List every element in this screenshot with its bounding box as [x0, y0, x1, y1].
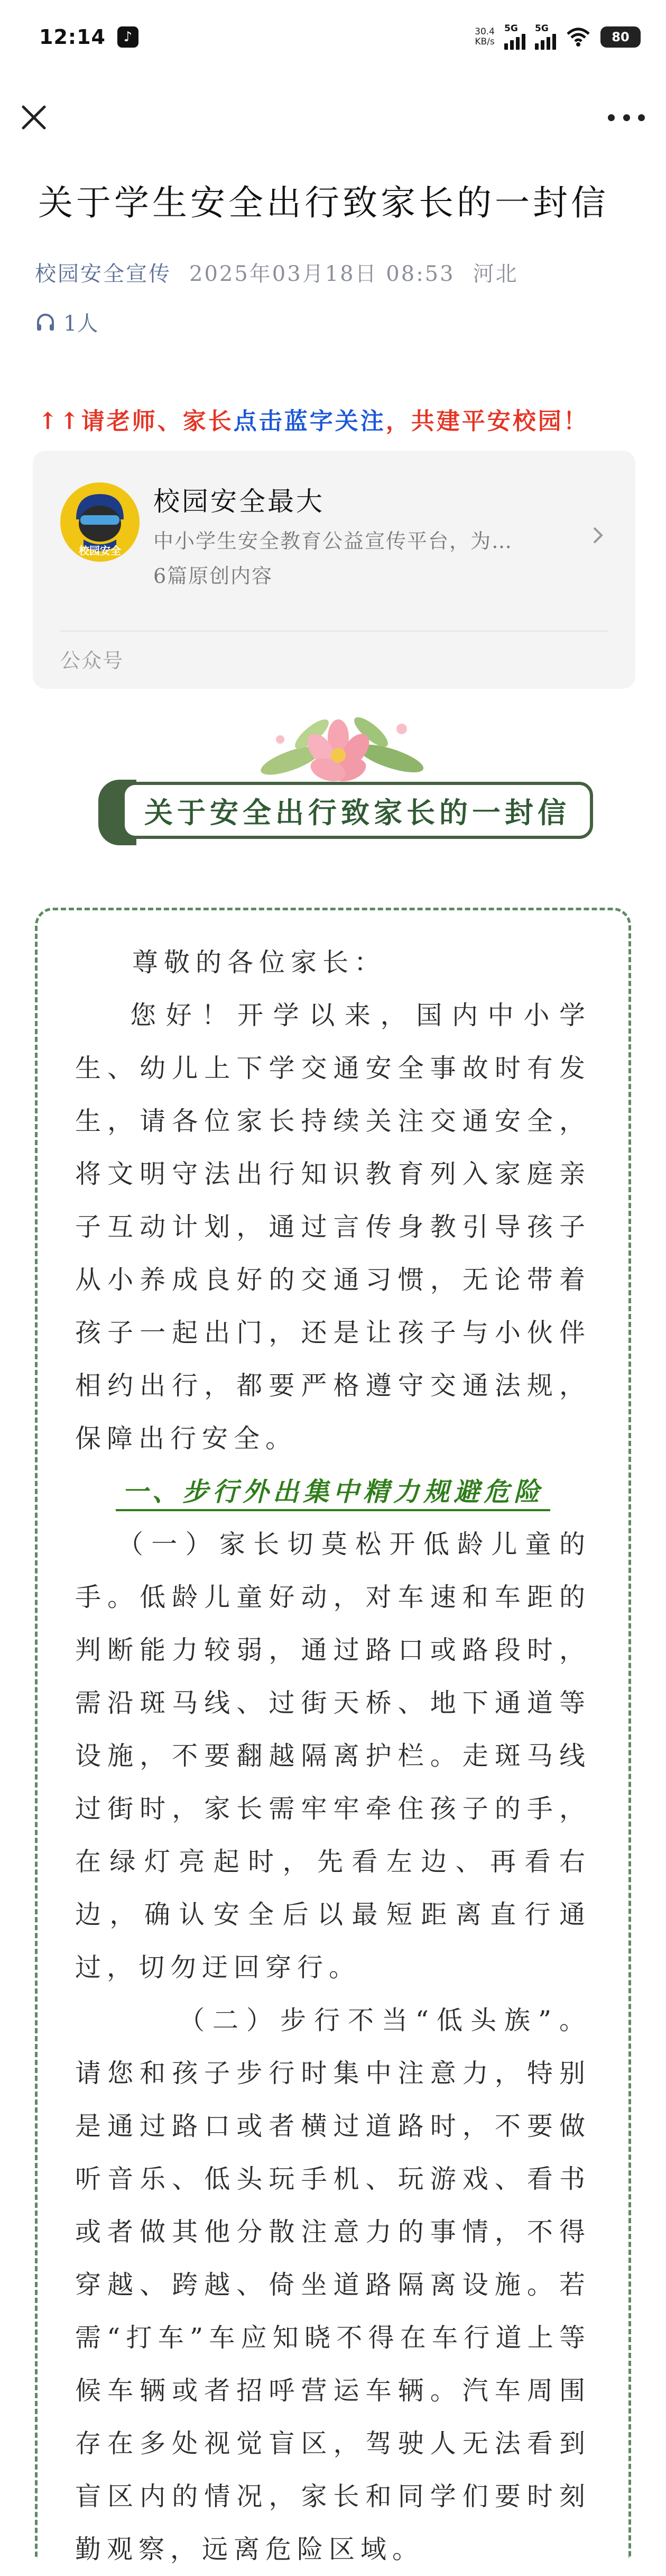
signal-icon: 5G — [504, 24, 525, 50]
location: 河北 — [473, 262, 519, 286]
signal-icon-2: 5G — [535, 24, 556, 50]
page-title: 关于学生安全出行致家长的一封信 — [38, 182, 609, 223]
net-speed: 30.4 KB/s — [475, 26, 495, 47]
source-link[interactable]: 校园安全宣传 — [35, 262, 171, 286]
avatar — [60, 482, 140, 562]
paragraph-1: （一）家长切莫松开低龄儿童的手。低龄儿童好动，对车速和车距的判断能力较弱，通过路口或路段时，需沿斑马线、过街天桥、地下通道等设施，不要翻越隔离护栏。走斑马线过街时，家长需牢牢牵住孩子的手，在绿灯亮起时，先看左边、再看右边，确认安全后以最短距离直行通过，切勿迂回穿行。 — [75, 1529, 591, 1983]
account-card[interactable] — [33, 451, 635, 689]
nav-bar — [0, 90, 666, 143]
clock: 12:14 — [39, 25, 106, 49]
publish-date: 2025年03月18日 08:53 — [189, 262, 455, 286]
listen-count: 1人 — [63, 312, 98, 336]
article-meta — [35, 257, 519, 287]
wifi-icon — [566, 26, 591, 48]
chevron-right-icon — [590, 525, 606, 546]
section-banner — [98, 780, 600, 845]
flower-decoration-icon — [233, 697, 444, 792]
banner-title: 关于安全出行致家长的一封信 — [144, 795, 570, 829]
section-heading: 一、步行外出集中精力规避危险 — [75, 1465, 591, 1518]
intro-paragraph: 您好！开学以来，国内中小学生、幼儿上下学交通安全事故时有发生，请各位家长持续关注交通安全，将文明守法出行知识教育列入家庭亲子互动计划，通过言传身教引导孩子从小养成良好的交通习惯，无论带着孩子一起出门，还是让孩子与小伙伴相约出行，都要严格遵守交通法规，保障出行安全。 — [75, 1000, 591, 1454]
battery-icon: 80 — [600, 26, 641, 48]
tiktok-icon: ♪ — [117, 26, 138, 48]
account-name: 校园安全最大 — [153, 486, 325, 517]
divider — [60, 631, 608, 632]
salutation: 尊敬的各位家长： — [132, 947, 386, 978]
original-count: 6篇原创内容 — [153, 564, 273, 588]
more-icon[interactable] — [608, 105, 645, 130]
follow-link[interactable]: 点击蓝字关注 — [233, 408, 386, 435]
avatar-text: 校园安全 — [79, 544, 121, 557]
listen-button[interactable] — [35, 307, 98, 337]
letter-body — [75, 936, 591, 2576]
headphones-icon — [35, 312, 56, 333]
account-description: 中小学生安全教育公益宣传平台，为… — [153, 529, 513, 553]
status-bar — [0, 0, 666, 74]
account-type-tag: 公众号 — [60, 649, 124, 672]
close-icon[interactable] — [19, 103, 49, 132]
paragraph-2: （二）步行不当“低头族”。请您和孩子步行时集中注意力，特别是通过路口或者横过道路时，不要做听音乐、低头玩手机、玩游戏、看书或者做其他分散注意力的事情，不得穿越、跨越、倚坐道路隔离设施。若需“打车”车应知晓不得在车行道上等候车辆或者招呼营运车辆。汽车周围存在多处视觉盲区，驾驶人无法看到盲区内的情况，家长和同学们要时刻勤观察，远离危险区域。 — [75, 2005, 591, 2564]
follow-tip: ↑↑请老师、家长点击蓝字关注，共建平安校园！ — [38, 408, 589, 435]
